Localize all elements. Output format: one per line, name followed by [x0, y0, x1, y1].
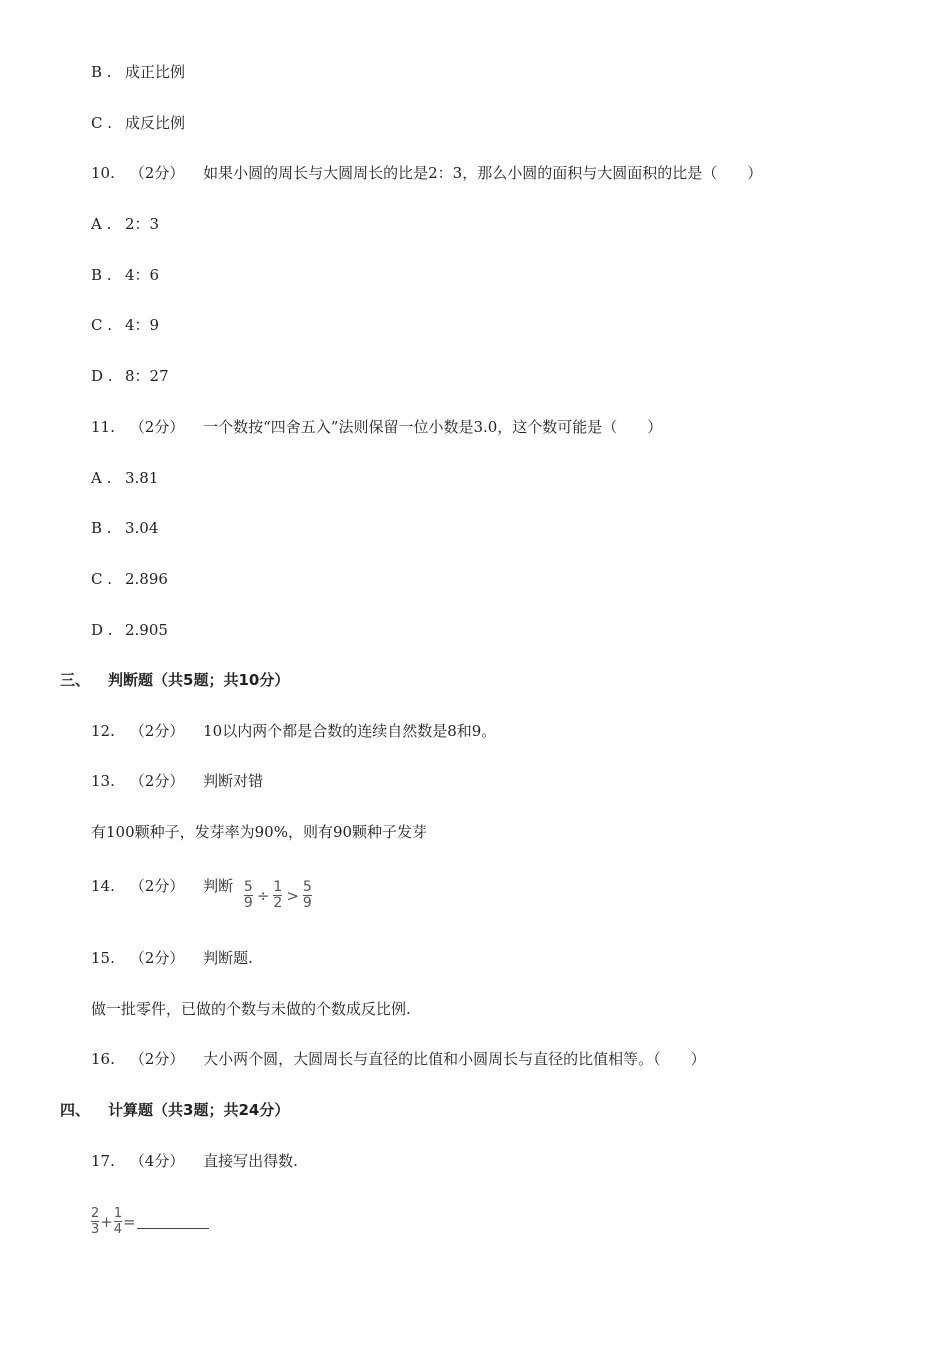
option-c[interactable]: C . 成反比例 — [91, 114, 186, 132]
fraction: $\frac{1}{2}$ — [273, 879, 283, 911]
option-d[interactable]: D . 2.905 — [91, 621, 168, 639]
math-expression: $\frac{5}{9}$ ÷ $\frac{1}{2}$ > $\frac{5}{9}$ — [243, 879, 312, 911]
question-number: 10. — [91, 164, 115, 182]
question-number: 14. — [91, 877, 115, 895]
question-score: （2分） — [129, 418, 185, 436]
option-d[interactable]: D . 8：27 — [91, 367, 169, 385]
question-number: 17. — [91, 1152, 115, 1170]
fraction: $\frac{2}{3}$ — [91, 1206, 100, 1237]
question-number: 12. — [91, 722, 115, 740]
question-16 — [91, 1049, 706, 1069]
question-score: （2分） — [129, 949, 185, 967]
question-number: 15. — [91, 949, 115, 967]
question-score: （2分） — [129, 164, 185, 182]
option-text: 成正比例 — [125, 63, 186, 81]
question-text: 判断 — [203, 877, 234, 895]
option-b[interactable]: B . 3.04 — [91, 519, 159, 537]
option-a[interactable]: A . 3.81 — [91, 469, 159, 487]
section-heading-3 — [60, 670, 289, 690]
option-text: 3.81 — [125, 469, 159, 487]
question-text: 10以内两个都是合数的连续自然数是8和9。 — [203, 722, 497, 740]
question-text: 直接写出得数. — [203, 1152, 298, 1170]
option-text: 8：27 — [125, 367, 169, 385]
option-text: 4：6 — [125, 266, 160, 284]
option-c[interactable]: C . 4：9 — [91, 316, 160, 334]
fraction: $\frac{5}{9}$ — [243, 879, 253, 911]
question-11 — [91, 417, 662, 437]
option-c[interactable]: C . 2.896 — [91, 570, 168, 588]
fraction: $\frac{1}{4}$ — [113, 1206, 123, 1237]
section-index: 三、 — [60, 671, 91, 689]
question-number: 11. — [91, 418, 115, 436]
option-b[interactable]: B . 成正比例 — [91, 63, 186, 81]
question-score: （2分） — [129, 877, 185, 895]
option-text: 2.896 — [125, 570, 168, 588]
question-17 — [91, 1151, 298, 1171]
question-15 — [91, 948, 253, 968]
question-text: 一个数按“四舍五入”法则保留一位小数是3.0，这个数可能是（ ） — [203, 418, 663, 436]
question-text: 大小两个圆，大圆周长与直径的比值和小圆周长与直径的比值相等。（ ） — [203, 1050, 706, 1068]
option-text: 4：9 — [125, 316, 160, 334]
question-number: 16. — [91, 1050, 115, 1068]
section-title: 计算题（共3题；共24分） — [108, 1101, 290, 1119]
answer-blank[interactable] — [137, 1214, 209, 1229]
section-heading-4 — [60, 1100, 289, 1120]
question-10 — [91, 163, 762, 183]
option-text: 3.04 — [125, 519, 159, 537]
question-text: 判断对错 — [203, 772, 264, 790]
calc-item — [91, 1196, 209, 1238]
option-text: 成反比例 — [125, 114, 186, 132]
fraction: $\frac{5}{9}$ — [302, 879, 312, 911]
option-text: 2.905 — [125, 621, 168, 639]
question-text: 判断题. — [203, 949, 253, 967]
section-title: 判断题（共5题；共10分） — [108, 671, 290, 689]
question-body: 有100颗种子，发芽率为90%，则有90颗种子发芽 — [91, 823, 428, 841]
question-score: （2分） — [129, 722, 185, 740]
question-score: （2分） — [129, 1050, 185, 1068]
option-text: 2：3 — [125, 215, 160, 233]
math-expression: $\frac{2}{3}$ + $\frac{1}{4}$ = — [91, 1206, 209, 1238]
option-a[interactable]: A . 2：3 — [91, 215, 160, 233]
question-score: （2分） — [129, 772, 185, 790]
question-score: （4分） — [129, 1152, 185, 1170]
section-index: 四、 — [60, 1101, 91, 1119]
question-text: 如果小圆的周长与大圆周长的比是2：3，那么小圆的面积与大圆面积的比是（ ） — [203, 164, 763, 182]
question-13 — [91, 771, 263, 791]
option-b[interactable]: B . 4：6 — [91, 266, 160, 284]
question-12 — [91, 721, 496, 741]
question-14 — [91, 870, 312, 912]
question-number: 13. — [91, 772, 115, 790]
question-body: 做一批零件，已做的个数与未做的个数成反比例. — [91, 1000, 411, 1018]
